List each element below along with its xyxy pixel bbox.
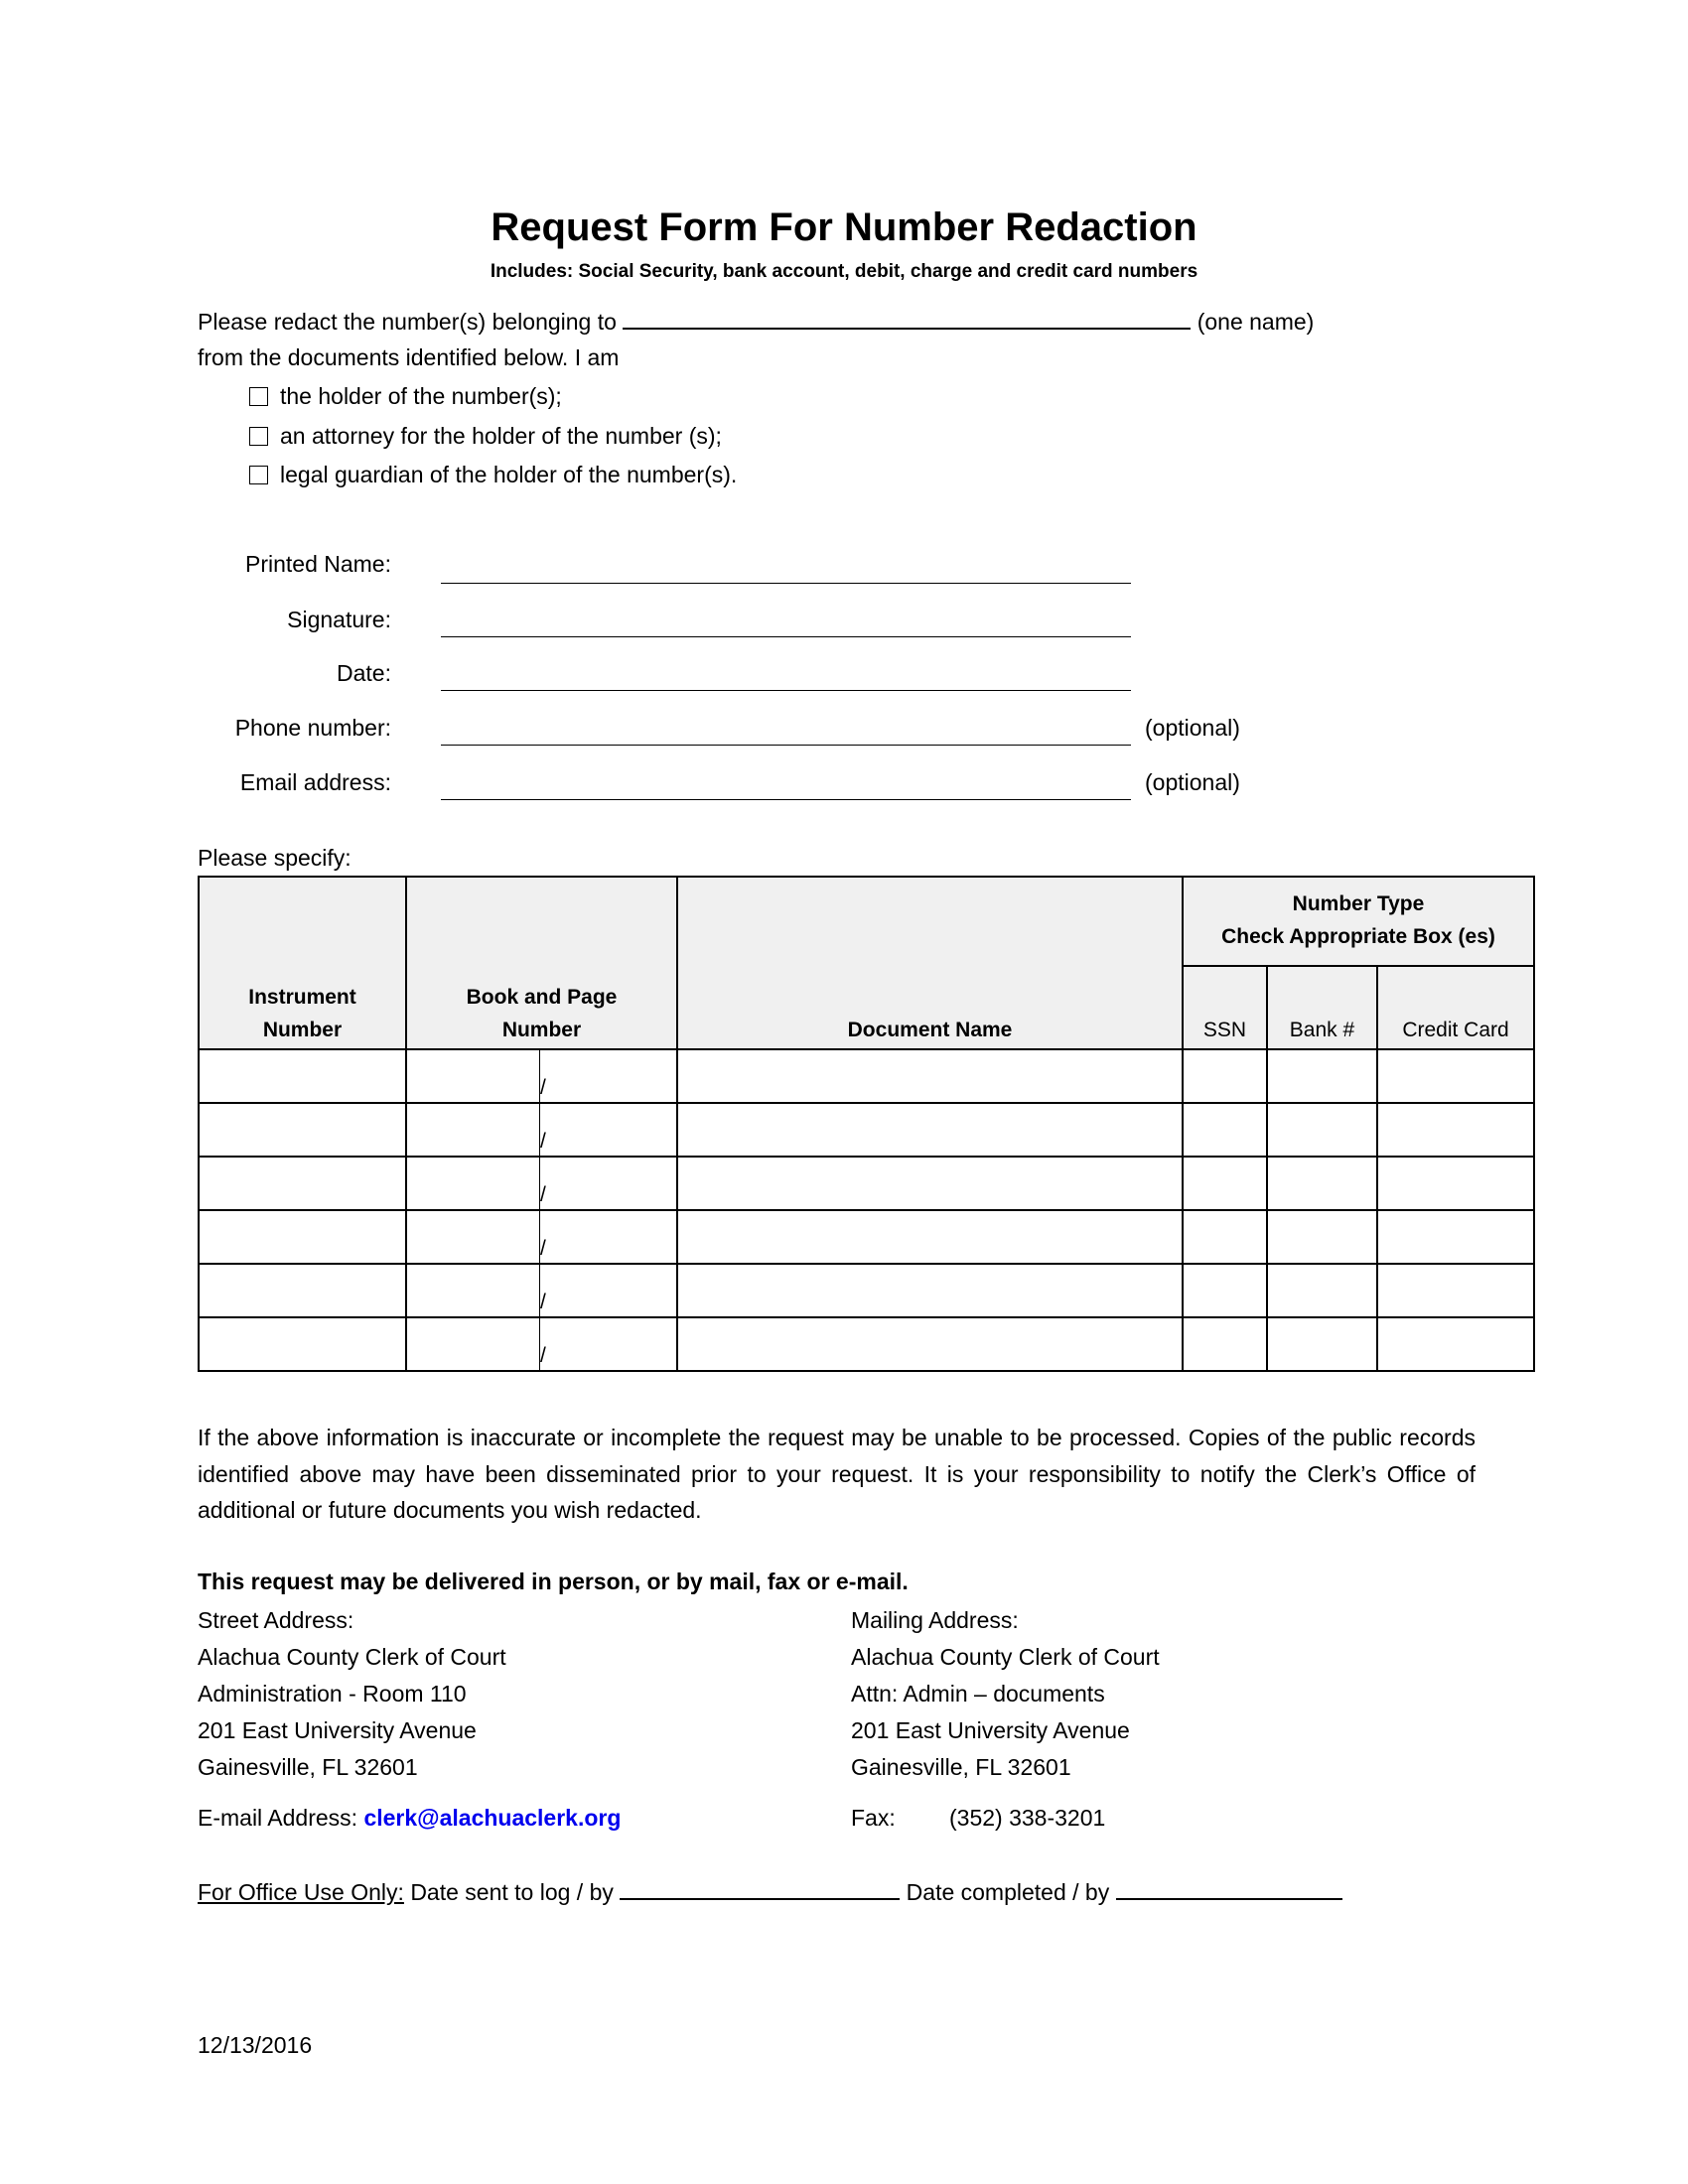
slash-separator: / bbox=[540, 1130, 546, 1153]
address-line: 201 East University Avenue bbox=[198, 1717, 477, 1743]
date-label: Date: bbox=[337, 660, 391, 686]
email-field[interactable] bbox=[441, 799, 1131, 800]
slash-separator: / bbox=[540, 1291, 546, 1313]
document-name-cell[interactable] bbox=[677, 1317, 1183, 1371]
book-page-divider bbox=[539, 1050, 546, 1102]
slash-separator: / bbox=[540, 1076, 546, 1099]
document-name-cell[interactable] bbox=[677, 1103, 1183, 1157]
option-holder[interactable] bbox=[249, 381, 562, 411]
page-title: Request Form For Number Redaction bbox=[491, 205, 1197, 249]
one-name-note: (one name) bbox=[1196, 309, 1315, 335]
ssn-checkbox-cell[interactable] bbox=[1183, 1317, 1267, 1371]
address-line: Alachua County Clerk of Court bbox=[198, 1644, 506, 1670]
checkbox[interactable] bbox=[249, 466, 268, 484]
table-row bbox=[199, 1317, 1534, 1371]
mailing-address-label: Mailing Address: bbox=[851, 1607, 1019, 1633]
address-line: Gainesville, FL 32601 bbox=[851, 1754, 1071, 1780]
table-row bbox=[199, 1103, 1534, 1157]
email-optional-note: (optional) bbox=[1145, 769, 1240, 795]
book-page-divider bbox=[539, 1158, 546, 1209]
table-row bbox=[199, 1049, 1534, 1103]
credit-card-checkbox-cell[interactable] bbox=[1377, 1103, 1534, 1157]
intro-line-2: from the documents identified below. I am bbox=[198, 344, 620, 370]
date-completed-label: Date completed / by bbox=[906, 1879, 1110, 1905]
credit-card-checkbox-cell[interactable] bbox=[1377, 1157, 1534, 1210]
slash-separator: / bbox=[540, 1237, 546, 1260]
credit-card-checkbox-cell[interactable] bbox=[1377, 1317, 1534, 1371]
printed-name-label: Printed Name: bbox=[244, 551, 391, 577]
form-date: 12/13/2016 bbox=[198, 2032, 313, 2058]
office-use-label: For Office Use Only: bbox=[198, 1879, 404, 1905]
printed-name-field[interactable] bbox=[441, 583, 1131, 584]
mailing-address bbox=[851, 1602, 1160, 1786]
phone-label: Phone number: bbox=[234, 715, 391, 741]
book-page-divider bbox=[539, 1104, 546, 1156]
bank-checkbox-cell[interactable] bbox=[1267, 1317, 1377, 1371]
document-name-cell[interactable] bbox=[677, 1157, 1183, 1210]
checkbox[interactable] bbox=[249, 387, 268, 406]
book-page-divider bbox=[539, 1211, 546, 1263]
bank-checkbox-cell[interactable] bbox=[1267, 1049, 1377, 1103]
table-row bbox=[199, 1210, 1534, 1264]
fax-label: Fax: bbox=[851, 1805, 896, 1831]
book-page-cell[interactable] bbox=[406, 1210, 677, 1264]
table-row bbox=[199, 1264, 1534, 1317]
email-link[interactable]: clerk@alachuaclerk.org bbox=[363, 1805, 622, 1831]
address-line: Alachua County Clerk of Court bbox=[851, 1644, 1160, 1670]
bank-checkbox-cell[interactable] bbox=[1267, 1103, 1377, 1157]
col-bank: Bank # bbox=[1267, 966, 1377, 1049]
credit-card-checkbox-cell[interactable] bbox=[1377, 1264, 1534, 1317]
credit-card-checkbox-cell[interactable] bbox=[1377, 1049, 1534, 1103]
instrument-number-cell[interactable] bbox=[199, 1264, 406, 1317]
ssn-checkbox-cell[interactable] bbox=[1183, 1264, 1267, 1317]
office-use-line bbox=[198, 1877, 1342, 1907]
instrument-number-cell[interactable] bbox=[199, 1103, 406, 1157]
book-page-cell[interactable] bbox=[406, 1157, 677, 1210]
col-ssn: SSN bbox=[1183, 966, 1267, 1049]
date-field[interactable] bbox=[441, 690, 1131, 691]
col-credit-card: Credit Card bbox=[1377, 966, 1534, 1049]
email-contact bbox=[198, 1803, 621, 1833]
street-address bbox=[198, 1602, 506, 1786]
page-subtitle: Includes: Social Security, bank account, debit, charge and credit card numbers bbox=[490, 261, 1198, 282]
ssn-checkbox-cell[interactable] bbox=[1183, 1157, 1267, 1210]
book-page-cell[interactable] bbox=[406, 1103, 677, 1157]
email-label: Email address: bbox=[239, 769, 391, 795]
table-row bbox=[199, 1157, 1534, 1210]
book-page-divider bbox=[539, 1318, 546, 1370]
ssn-checkbox-cell[interactable] bbox=[1183, 1049, 1267, 1103]
address-line: Gainesville, FL 32601 bbox=[198, 1754, 418, 1780]
document-name-cell[interactable] bbox=[677, 1049, 1183, 1103]
signature-field[interactable] bbox=[441, 636, 1131, 637]
option-label: legal guardian of the holder of the number(s). bbox=[280, 462, 738, 487]
bank-checkbox-cell[interactable] bbox=[1267, 1157, 1377, 1210]
address-line: Attn: Admin – documents bbox=[851, 1681, 1105, 1706]
slash-separator: / bbox=[540, 1344, 546, 1367]
address-line: 201 East University Avenue bbox=[851, 1717, 1130, 1743]
email-contact-label: E-mail Address: bbox=[198, 1805, 358, 1831]
col-document-name: Document Name bbox=[677, 877, 1183, 1049]
notice-paragraph: If the above information is inaccurate or incomplete the request may be unable to be processed. Copies of the public records identified above may have been disseminated prior to your request. It is your responsibility to notify the Clerk’s Office of additional or future documents you wish redacted. bbox=[198, 1425, 1476, 1523]
phone-optional-note: (optional) bbox=[1145, 715, 1240, 741]
documents-table bbox=[198, 876, 1535, 1372]
delivery-heading: This request may be delivered in person, or by mail, fax or e-mail. bbox=[198, 1569, 909, 1594]
please-specify-label: Please specify: bbox=[198, 845, 352, 871]
date-completed-field[interactable] bbox=[1116, 1898, 1342, 1900]
book-page-cell[interactable] bbox=[406, 1264, 677, 1317]
checkbox[interactable] bbox=[249, 427, 268, 446]
owner-name-field[interactable] bbox=[623, 328, 1191, 330]
ssn-checkbox-cell[interactable] bbox=[1183, 1210, 1267, 1264]
book-page-cell[interactable] bbox=[406, 1317, 677, 1371]
option-attorney[interactable] bbox=[249, 421, 722, 451]
option-guardian[interactable] bbox=[249, 460, 737, 489]
ssn-checkbox-cell[interactable] bbox=[1183, 1103, 1267, 1157]
instrument-number-cell[interactable] bbox=[199, 1317, 406, 1371]
document-name-cell[interactable] bbox=[677, 1210, 1183, 1264]
bank-checkbox-cell[interactable] bbox=[1267, 1264, 1377, 1317]
date-sent-label: Date sent to log / by bbox=[410, 1879, 614, 1905]
street-address-label: Street Address: bbox=[198, 1607, 354, 1633]
credit-card-checkbox-cell[interactable] bbox=[1377, 1210, 1534, 1264]
address-line: Administration - Room 110 bbox=[198, 1681, 467, 1706]
instrument-number-cell[interactable] bbox=[199, 1210, 406, 1264]
book-page-cell[interactable] bbox=[406, 1049, 677, 1103]
col-book-page: Book and Page Number bbox=[406, 877, 677, 1049]
document-name-cell[interactable] bbox=[677, 1264, 1183, 1317]
book-page-divider bbox=[539, 1265, 546, 1316]
slash-separator: / bbox=[540, 1183, 546, 1206]
option-label: an attorney for the holder of the number (s); bbox=[280, 423, 722, 449]
intro-line-1 bbox=[198, 307, 1314, 337]
option-label: the holder of the number(s); bbox=[280, 383, 562, 409]
number-type-group: Number Type Check Appropriate Box (es) bbox=[1183, 877, 1534, 966]
fax-number: (352) 338-3201 bbox=[949, 1805, 1106, 1831]
phone-field[interactable] bbox=[441, 745, 1131, 746]
instrument-number-cell[interactable] bbox=[199, 1049, 406, 1103]
col-instrument-number: Instrument Number bbox=[199, 877, 406, 1049]
instrument-number-cell[interactable] bbox=[199, 1157, 406, 1210]
signature-label: Signature: bbox=[287, 607, 391, 632]
bank-checkbox-cell[interactable] bbox=[1267, 1210, 1377, 1264]
date-sent-field[interactable] bbox=[620, 1898, 900, 1900]
intro-text: Please redact the number(s) belonging to bbox=[198, 309, 617, 335]
